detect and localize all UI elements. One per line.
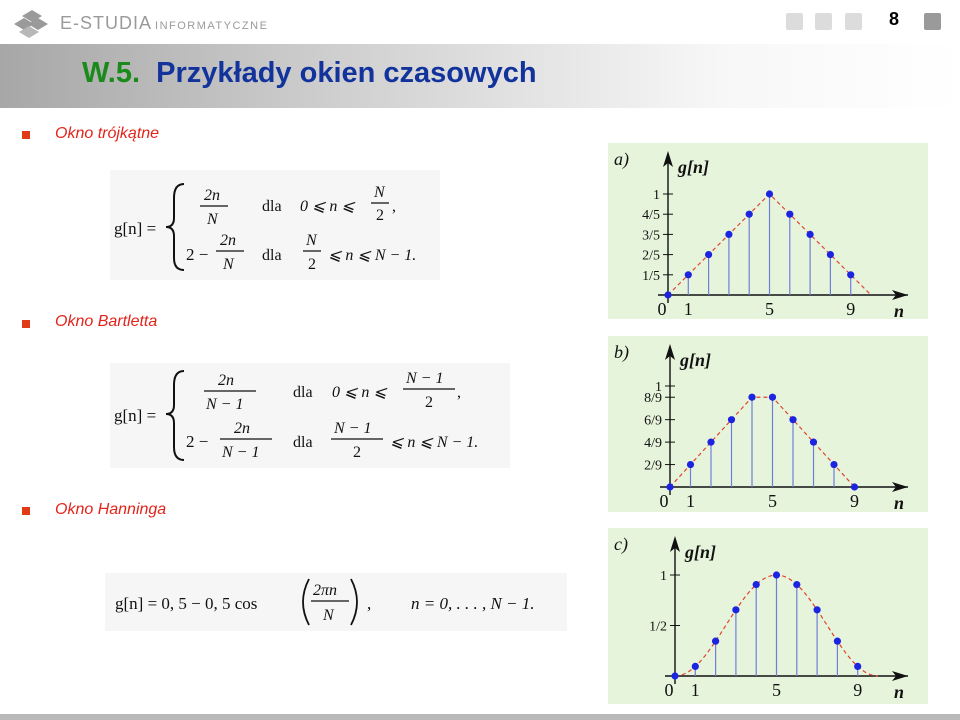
row2-condition: ⩽ n ⩽ N − 1.: [328, 247, 417, 264]
hanning-range: n = 0, . . . , N − 1.: [411, 594, 535, 613]
y-tick-label: 1/5: [642, 268, 660, 284]
nav-first-button[interactable]: [786, 13, 803, 30]
row1-denominator: N: [207, 211, 218, 228]
row1-condition: 0 ⩽ n ⩽: [300, 198, 355, 215]
plot-panel-c: [608, 528, 928, 704]
row1-dla: dla: [293, 384, 313, 401]
data-point: [728, 416, 735, 423]
row1-cond-denominator: 2: [376, 207, 384, 224]
bullet-icon: [22, 320, 30, 328]
y-tick-label: 4/9: [644, 436, 662, 452]
data-point: [793, 581, 800, 588]
y-tick-label: 1: [653, 188, 660, 203]
y-tick-label: 1: [660, 569, 667, 584]
formula-bartlett: [110, 363, 510, 468]
data-point: [687, 461, 694, 468]
data-point: [712, 638, 719, 645]
y-tick-label: 1: [655, 380, 662, 395]
row1-numerator: 2n: [218, 372, 234, 389]
y-tick-label: 1/2: [649, 619, 667, 635]
y-axis-label: g[n]: [680, 350, 711, 370]
row1-numerator: 2n: [204, 187, 220, 204]
row2-cond-denominator: 2: [353, 444, 361, 461]
row2-prefix: 2 −: [186, 432, 209, 451]
nav-next-button[interactable]: [845, 13, 862, 30]
data-point: [827, 251, 834, 258]
row2-denominator: N: [223, 256, 234, 273]
x-axis-label: n: [894, 301, 905, 319]
row2-cond-numerator: N: [306, 232, 317, 249]
y-tick-label: 6/9: [644, 413, 662, 429]
hanning-numerator: 2πn: [313, 582, 338, 599]
data-point: [748, 394, 755, 401]
data-point: [814, 606, 821, 613]
row2-cond-numerator: N − 1: [334, 420, 372, 437]
formula-lhs: g[n] =: [114, 219, 157, 238]
panel-label: a): [614, 149, 629, 169]
data-point: [810, 439, 817, 446]
logo-sub: INFORMATYCZNE: [155, 19, 269, 32]
x-tick-label: 9: [850, 491, 859, 511]
section-label-triangular: Okno trójkątne: [55, 125, 160, 142]
x-tick-label: 5: [772, 680, 781, 700]
data-point: [773, 571, 780, 578]
row1-cond-numerator: N: [374, 184, 385, 201]
data-point: [789, 416, 796, 423]
panel-label: b): [614, 342, 629, 362]
x-tick-label: 1: [683, 299, 693, 319]
row1-comma: ,: [457, 384, 461, 401]
y-tick-label: 2/5: [642, 248, 660, 264]
data-point: [753, 581, 760, 588]
plot-panel-b: [608, 336, 928, 512]
row1-condition: 0 ⩽ n ⩽: [332, 384, 387, 401]
row2-condition: ⩽ n ⩽ N − 1.: [390, 434, 479, 451]
title-number: W.5.: [82, 57, 141, 89]
x-axis-label: n: [894, 493, 905, 512]
envelope-line: [670, 397, 855, 487]
hanning-denominator: N: [323, 607, 334, 624]
data-point: [664, 291, 671, 298]
data-point: [685, 271, 692, 278]
data-point: [671, 672, 678, 679]
data-point: [707, 439, 714, 446]
bullet-icon: [22, 507, 30, 515]
chart-c: [608, 528, 928, 704]
section-label-bartlett: Okno Bartletta: [55, 313, 158, 330]
navigation-bar: [0, 13, 960, 33]
formula-lhs: g[n] =: [114, 406, 157, 425]
row1-denominator: N − 1: [206, 396, 244, 413]
x-tick-label: 0: [664, 680, 674, 700]
chart-b: [608, 336, 928, 512]
data-point: [746, 211, 753, 218]
row2-cond-denominator: 2: [308, 256, 316, 273]
page-number: 8: [888, 9, 899, 29]
row2-numerator: 2n: [220, 232, 236, 249]
y-tick-label: 8/9: [644, 391, 662, 407]
row2-prefix: 2 −: [186, 245, 209, 264]
plot-panel-a: [608, 143, 928, 319]
data-point: [692, 663, 699, 670]
x-tick-label: 1: [686, 491, 695, 511]
x-tick-label: 1: [690, 680, 700, 700]
row1-comma: ,: [392, 198, 396, 215]
x-tick-label: 0: [659, 491, 669, 511]
data-point: [786, 211, 793, 218]
row2-dla: dla: [293, 434, 313, 451]
data-point: [666, 483, 673, 490]
data-point: [854, 663, 861, 670]
nav-previous-button[interactable]: [815, 13, 832, 30]
x-tick-label: 9: [853, 680, 863, 700]
footer-bar: [0, 714, 960, 720]
chart-a: [608, 143, 928, 319]
slide-title: [82, 57, 537, 90]
row1-cond-numerator: N − 1: [406, 370, 444, 387]
data-point: [807, 231, 814, 238]
data-point: [834, 638, 841, 645]
data-point: [847, 271, 854, 278]
y-tick-label: 2/9: [644, 458, 662, 474]
hanning-comma: ,: [367, 594, 372, 613]
x-axis-label: n: [894, 682, 905, 702]
data-point: [732, 606, 739, 613]
logo-main: E-STUDIA: [60, 12, 153, 33]
panel-label: c): [614, 534, 628, 554]
y-tick-label: 4/5: [642, 208, 660, 224]
title-text: Przykłady okien czasowych: [156, 57, 537, 89]
row2-numerator: 2n: [234, 420, 250, 437]
data-point: [725, 231, 732, 238]
x-tick-label: 9: [846, 299, 856, 319]
data-point: [769, 394, 776, 401]
y-axis-label: g[n]: [685, 542, 716, 562]
data-point: [851, 483, 858, 490]
formula-lhs: g[n] = 0, 5 − 0, 5 cos: [115, 594, 258, 613]
data-point: [830, 461, 837, 468]
formula-hanning: [105, 573, 567, 631]
data-point: [766, 190, 773, 197]
x-tick-label: 5: [768, 491, 777, 511]
y-tick-label: 3/5: [642, 228, 660, 244]
row2-denominator: N − 1: [222, 444, 260, 461]
formula-triangular: [110, 170, 440, 280]
row2-dla: dla: [262, 247, 282, 264]
section-label-hanning: Okno Hanninga: [55, 501, 167, 518]
x-tick-label: 0: [657, 299, 667, 319]
x-tick-label: 5: [765, 299, 774, 319]
row1-cond-denominator: 2: [425, 394, 433, 411]
row1-dla: dla: [262, 198, 282, 215]
data-point: [705, 251, 712, 258]
nav-menu-button[interactable]: [924, 13, 941, 30]
y-axis-label: g[n]: [678, 157, 709, 177]
bullet-icon: [22, 131, 30, 139]
